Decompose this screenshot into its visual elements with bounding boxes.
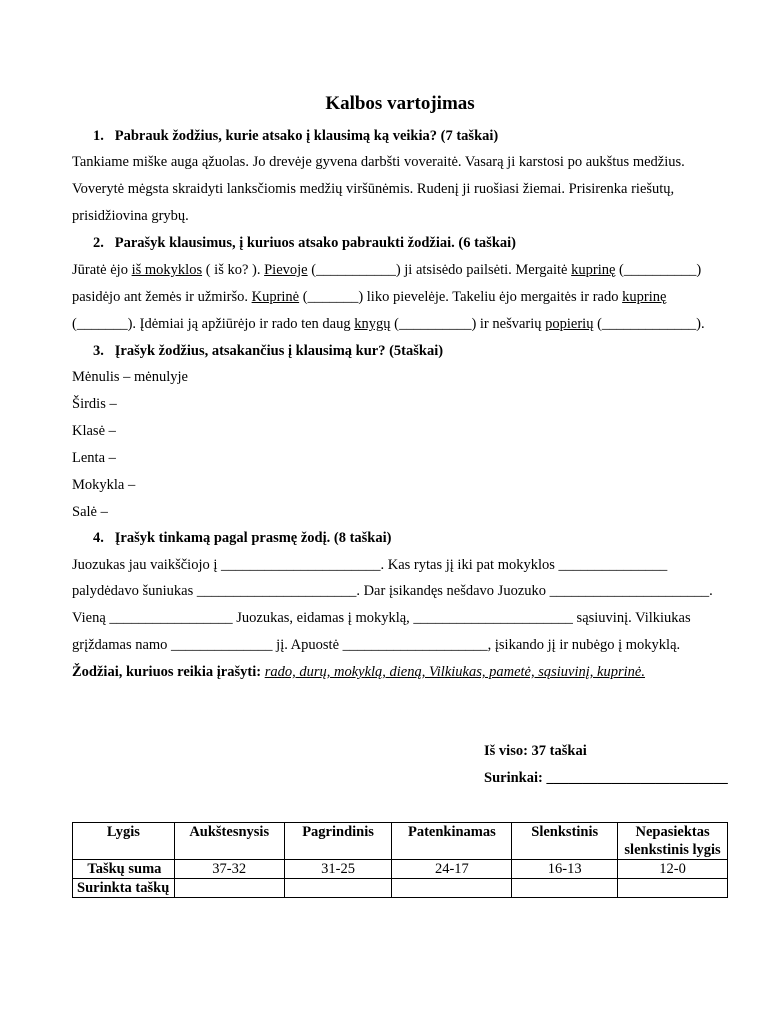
table-header-row [73,823,728,860]
q3-item: Mokykla – [72,477,136,493]
underlined-word: Kuprinė [251,289,300,305]
word-bank-words: rado, durų, mokyklą, dieną, Vilkiukas, pametė, sąsiuvinį, kuprinė. [264,664,645,680]
underlined-word: kuprinę [571,262,616,278]
q1-text-line-3: prisidžiovina grybų. [72,208,189,224]
underlined-word: kuprinę [622,289,667,305]
question-3-heading: 3. Įrašyk žodžius, atsakančius į klausimą kur? (5taškai) [93,343,444,359]
underlined-word: Pievoje [264,262,308,278]
collected-points: Surinkai: _________________________ [484,770,728,786]
total-points: Iš viso: 37 taškai [484,743,587,759]
underlined-word: knygų [354,316,391,332]
table-cell[interactable] [512,879,618,898]
table-header-cell: Aukštesnysis [174,823,284,860]
row-label: Surinkta taškų [73,879,175,898]
question-4-heading: 4. Įrašyk tinkamą pagal prasmę žodį. (8 taškai) [93,530,392,546]
q4-text-line-3: Vieną _________________ Juozukas, eidamas į mokyklą, ______________________ sąsiuvinį. Vilkiukas [72,610,691,626]
q2-text-line-1: Jūratė ėjo iš mokyklos ( iš ko? ). Pievoje (___________) ji atsisėdo pailsėti. Mergaitė kuprinę (__________) [72,262,702,278]
q4-text-line-2: palydėdavo šuniukas ______________________. Dar įsikandęs nešdavo Juozuko ______________________. [72,583,713,599]
q3-item: Širdis – [72,396,117,412]
table-row [73,879,728,898]
table-cell: 16-13 [512,860,618,879]
q1-text-line-1: Tankiame miške auga ąžuolas. Jo drevėje gyvena darbšti voveraitė. Vasarą ji karstosi po aukštus medžius. [72,154,685,170]
underlined-word: popierių [545,316,594,332]
q3-item: Klasė – [72,423,116,439]
table-header-cell: Lygis [73,823,175,860]
table-cell[interactable] [392,879,512,898]
table-cell: 12-0 [618,860,728,879]
table-cell[interactable] [284,879,392,898]
table-cell: 24-17 [392,860,512,879]
word-bank-label: Žodžiai, kuriuos reikia įrašyti: [72,664,262,680]
row-label: Taškų suma [73,860,175,879]
page-title: Kalbos vartojimas [325,93,475,114]
table-row [73,860,728,879]
question-1-heading: 1. Pabrauk žodžius, kurie atsako į klausimą ką veikia? (7 taškai) [93,128,499,144]
table-cell[interactable] [618,879,728,898]
grading-table [72,822,728,898]
q3-item: Salė – [72,504,108,520]
table-cell[interactable] [174,879,284,898]
table-header-cell: Nepasiektas slenkstinis lygis [618,823,728,860]
q1-text-line-2: Voverytė mėgsta skraidyti lanksčiomis medžių viršūnėmis. Rudenį ji ruošiasi žiemai. Prisirenka riešutų, [72,181,675,197]
q4-word-bank [72,664,645,681]
q3-item: Mėnulis – mėnulyje [72,369,188,385]
underlined-word: iš mokyklos [131,262,203,278]
table-header-cell: Pagrindinis [284,823,392,860]
q2-text-line-3: (_______). Įdėmiai ją apžiūrėjo ir rado ten daug knygų (__________) ir nešvarių popierių (_____________). [72,316,705,332]
q2-text-line-2: pasidėjo ant žemės ir užmiršo. Kuprinė (_______) liko pievelėje. Takeliu ėjo mergaitės ir rado kuprinę [72,289,667,305]
q4-text-line-4: grįždamas namo ______________ jį. Apuostė ____________________, įsikando jį ir nubėgo į mokyklą. [72,637,681,653]
table-cell: 37-32 [174,860,284,879]
table-cell: 31-25 [284,860,392,879]
question-2-heading: 2. Parašyk klausimus, į kuriuos atsako pabraukti žodžiai. (6 taškai) [93,235,516,251]
q4-text-line-1: Juozukas jau vaikščiojo į ______________________. Kas rytas jį iki pat mokyklos _______________ [72,557,668,573]
table-header-cell: Slenkstinis [512,823,618,860]
table-header-cell: Patenkinamas [392,823,512,860]
q3-item: Lenta – [72,450,116,466]
